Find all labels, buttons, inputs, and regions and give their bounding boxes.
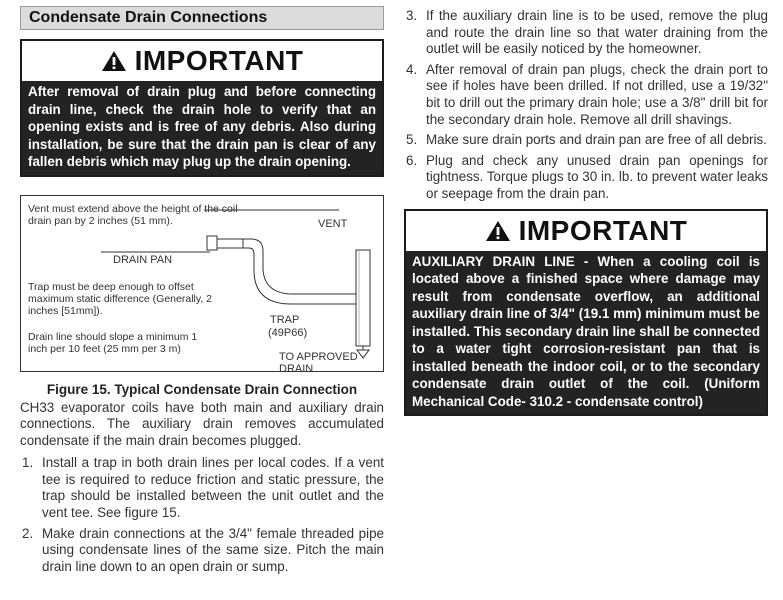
trap-label: TRAP [270,313,300,326]
important-text: After removal of drain plug and before connecting drain line, check the drain hole to verify that an opening exists and is free of any debris. Also during installation, be sure that the drain pan is clear of any fallen debris which may plug up the drain opening. [22,81,382,175]
list-item: 4. After removal of drain pan plugs, check the drain port to see if holes have been drilled. If not drilled, use a 19/32" bit to drill out the primary drain hole; use a 3/8" drill bit for the secondary drain hole. Remove all drill shavings. [406,61,768,127]
vent-label: VENT [318,217,348,230]
important-box-2 [404,209,768,417]
important-text: AUXILIARY DRAIN LINE - When a cooling coil is located above a finished space where damage may result from condensate overflow, an additional auxiliary drain line of 3/4" (19.1 mm) minimum must be installed. This secondary drain line shall be connected to a water tight corrosion-resistant pan that is installed beneath the indoor coil, or to the secondary condensate drain outlet of the coil. (Uniform Mechanical Code- 310.2 - condensate control) [406,251,766,415]
approved-drain-label: TO APPROVED DRAIN [279,350,358,375]
steps-list-left [20,455,384,575]
important-label: IMPORTANT [518,214,688,246]
list-item: 1. Install a trap in both drain lines per local codes. If a vent tee is required to reduce friction and static pressure, the trap should be installed between the unit outlet and the vent tee. See figure 15. [22,455,384,521]
list-item: 5. Make sure drain ports and drain pan are free of all debris. [406,132,767,148]
trap-part-number: (49P66) [268,326,308,339]
slope-note: Drain line should slope a minimum 1 inch per 10 feet (25 mm per 3 m) [28,330,198,355]
list-item: 3. If the auxiliary drain line is to be used, remove the plug and route the drain line so that water draining from the outlet will be easily noticed by the homeowner. [406,8,768,57]
warning-triangle-icon [485,220,511,242]
figure-caption: Figure 15. Typical Condensate Drain Connection [46,381,358,397]
list-item: 2. Make drain connections at the 3/4" female threaded pipe using condensate lines of the same size. Pitch the main drain line down to an open drain or sump. [22,525,384,574]
list-item: 6. Plug and check any unused drain pan openings for tightness. Torque plugs to 30 in. lb. to prevent water leaks or seepage from the drain pan. [406,152,768,201]
drain-pan-label: DRAIN PAN [113,253,173,266]
important-box-1 [20,39,384,177]
trap-note: Trap must be deep enough to offset maximum static difference (Generally, 2 inches [51mm]). [28,280,213,317]
important-label: IMPORTANT [134,45,304,76]
intro-paragraph: CH33 evaporator coils have both main and auxiliary drain connections. The auxiliary drain removes accumulated condensate if the main drain becomes plugged. [20,399,384,448]
left-column [20,6,384,579]
vent-note: Vent must extend above the height of the coil drain pan by 2 inches (51 mm). [28,202,238,227]
section-title: Condensate Drain Connections [20,6,384,30]
drain-figure [20,195,384,375]
important-heading [22,41,382,81]
steps-list-right [404,8,768,203]
warning-triangle-icon [101,50,127,72]
right-column [404,8,768,416]
important-heading [406,211,766,251]
